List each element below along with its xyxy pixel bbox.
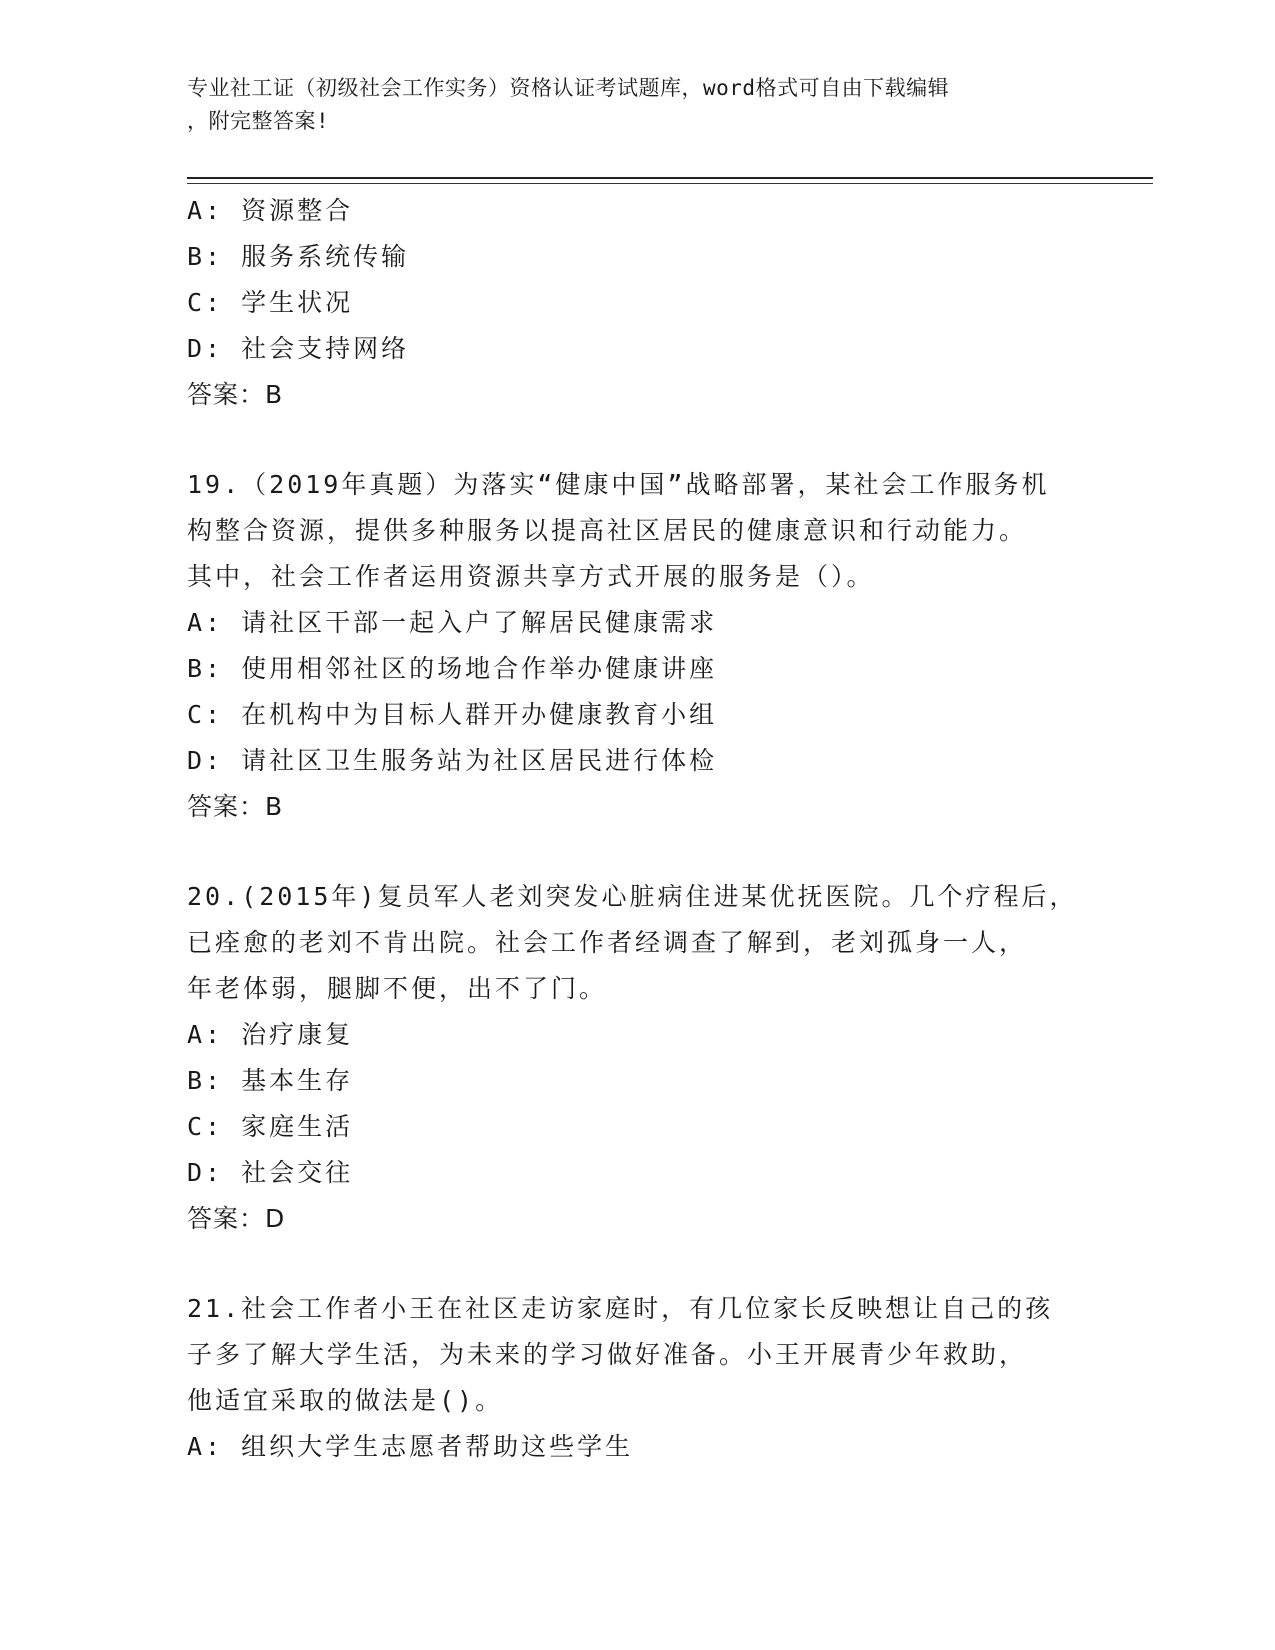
spacer bbox=[187, 418, 1087, 462]
option-c: C: 家庭生活 bbox=[187, 1112, 354, 1141]
option-d: D: 社会交往 bbox=[187, 1158, 354, 1187]
option-c: C: 学生状况 bbox=[187, 288, 354, 317]
option-b: B: 服务系统传输 bbox=[187, 242, 410, 271]
header-divider-thin bbox=[187, 183, 1153, 184]
question-18-block bbox=[187, 188, 1087, 418]
question-stem-line: 已痊愈的老刘不肯出院。社会工作者经调查了解到，老刘孤身一人， bbox=[187, 928, 1028, 957]
option-a: A: 请社区干部一起入户了解居民健康需求 bbox=[187, 608, 718, 637]
document-header bbox=[187, 72, 1087, 138]
option-b: B: 使用相邻社区的场地合作举办健康讲座 bbox=[187, 654, 718, 683]
answer-line: 答案：D bbox=[187, 1204, 286, 1233]
question-stem-line: 年老体弱，腿脚不便，出不了门。 bbox=[187, 974, 608, 1003]
question-21-block bbox=[187, 1286, 1087, 1470]
question-stem-line: 他适宜采取的做法是()。 bbox=[187, 1386, 504, 1415]
question-stem-line: 19.（2019年真题）为落实“健康中国”战略部署，某社会工作服务机 bbox=[187, 470, 1050, 499]
question-content bbox=[187, 188, 1087, 1470]
option-b: B: 基本生存 bbox=[187, 1066, 354, 1095]
option-c: C: 在机构中为目标人群开办健康教育小组 bbox=[187, 700, 718, 729]
question-stem-line: 其中，社会工作者运用资源共享方式开展的服务是（）。 bbox=[187, 562, 875, 591]
header-line-1: 专业社工证（初级社会工作实务）资格认证考试题库，word格式可自由下载编辑 bbox=[187, 76, 950, 100]
spacer bbox=[187, 1242, 1087, 1286]
spacer bbox=[187, 830, 1087, 874]
option-a: A: 资源整合 bbox=[187, 196, 354, 225]
option-d: D: 社会支持网络 bbox=[187, 334, 410, 363]
header-line-2: ，附完整答案! bbox=[187, 109, 330, 133]
question-stem-line: 构整合资源，提供多种服务以提高社区居民的健康意识和行动能力。 bbox=[187, 516, 1028, 545]
question-stem-line: 20.(2015年)复员军人老刘突发心脏病住进某优抚医院。几个疗程后， bbox=[187, 882, 1078, 911]
question-20-block bbox=[187, 874, 1087, 1242]
answer-line: 答案：B bbox=[187, 380, 284, 409]
option-a: A: 组织大学生志愿者帮助这些学生 bbox=[187, 1432, 634, 1461]
question-19-block bbox=[187, 462, 1087, 830]
question-stem-line: 21.社会工作者小王在社区走访家庭时，有几位家长反映想让自己的孩 bbox=[187, 1294, 1054, 1323]
answer-line: 答案：B bbox=[187, 792, 284, 821]
header-divider-thick bbox=[187, 177, 1153, 179]
question-stem-line: 子多了解大学生活，为未来的学习做好准备。小王开展青少年救助， bbox=[187, 1340, 1028, 1369]
option-d: D: 请社区卫生服务站为社区居民进行体检 bbox=[187, 746, 718, 775]
option-a: A: 治疗康复 bbox=[187, 1020, 354, 1049]
